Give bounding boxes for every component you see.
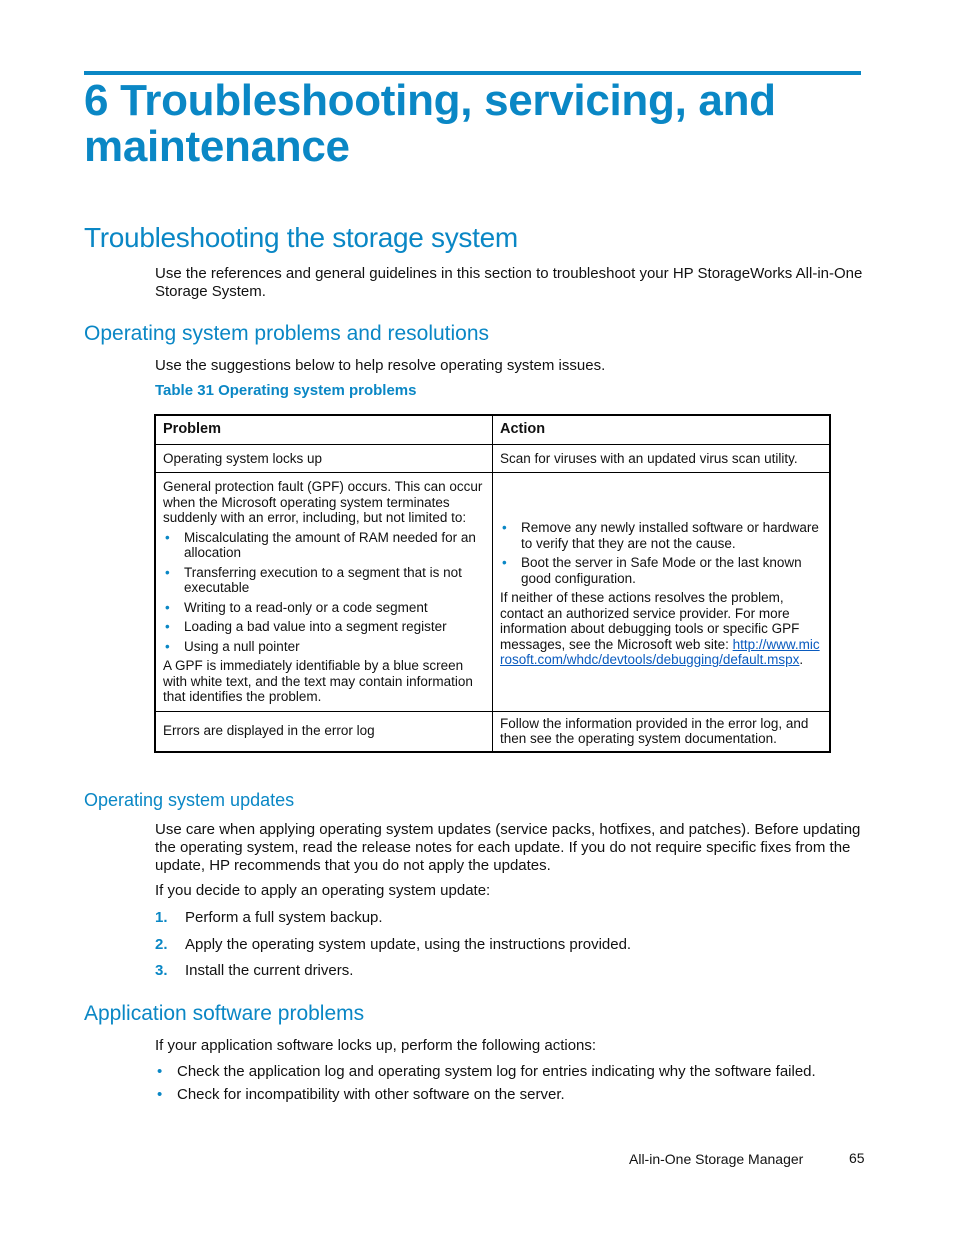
os-problems-table — [154, 414, 831, 753]
list-item: • Check for incompatibility with other software on the server. — [157, 1085, 565, 1103]
list-item: 1. Perform a full system backup. — [155, 909, 383, 926]
list-item: 3. Install the current drivers. — [155, 962, 354, 979]
chapter-rule — [84, 71, 861, 75]
list-item: • Using a null pointer — [165, 638, 300, 654]
bullet-icon: • — [157, 1085, 163, 1103]
app-actions-list — [155, 1063, 816, 1108]
step-number: 3. — [155, 962, 168, 979]
bullet-icon: • — [502, 555, 507, 570]
microsoft-debugging-link[interactable]: http://www.microsoft.com/whdc/devtools/debugging/default.mspx — [500, 636, 820, 667]
gpf-action-text: If neither of these actions resolves the problem, contact an authorized service provider. For more information about debugging tools or specific GPF messages, see the Microsoft web site: http://www.microsoft.com/whdc/devtools/debugging/default.mspx. — [500, 590, 820, 667]
list-item: • Check the application log and operating system log for entries indicating why the software failed. — [157, 1063, 816, 1080]
header-problem: Problem — [155, 415, 493, 445]
table-header-row — [155, 415, 830, 445]
bullet-icon: • — [165, 529, 170, 545]
section-intro: Use the references and general guidelines in this section to troubleshoot your HP StorageWorks All-in-One Storage System. — [155, 265, 863, 300]
list-item: 2. Apply the operating system update, using the instructions provided. — [155, 935, 632, 953]
bullet-icon: • — [165, 619, 170, 634]
os-updates-para: Use care when applying operating system updates (service packs, hotfixes, and patches). Before updating the operating system, read the release notes for each update. If you do not require specific fixes from the update, HP recommends that you do not apply the updates. — [155, 821, 861, 874]
chapter-title: 6 Troubleshooting, servicing, and maintenance — [84, 76, 776, 171]
os-problems-heading: Operating system problems and resolutions — [84, 322, 490, 345]
list-item: • Boot the server in Safe Mode or the last known good configuration. — [502, 555, 802, 586]
section-title: Troubleshooting the storage system — [84, 222, 518, 253]
action-cell — [493, 473, 831, 712]
list-item: • Miscalculating the amount of RAM needed for an allocation — [165, 529, 476, 560]
header-action: Action — [493, 415, 831, 445]
update-steps-list — [155, 909, 631, 989]
list-item: • Writing to a read-only or a code segment — [165, 599, 428, 615]
problem-cell: Errors are displayed in the error log — [155, 711, 493, 752]
app-problems-intro: If your application software locks up, perform the following actions: — [155, 1037, 597, 1054]
step-number: 2. — [155, 935, 168, 953]
footer-product: All-in-One Storage Manager — [629, 1151, 804, 1167]
gpf-outro: A GPF is immediately identifiable by a blue screen with white text, and the text may contain information that identifies the problem. — [163, 658, 473, 704]
list-item: • Transferring execution to a segment that is not executable — [165, 564, 462, 595]
problem-cell — [155, 473, 493, 712]
table-row — [155, 711, 830, 752]
table-row — [155, 473, 830, 712]
list-item: • Remove any newly installed software or hardware to verify that they are not the cause. — [502, 520, 819, 551]
bullet-icon: • — [165, 638, 170, 654]
gpf-actions-list — [500, 520, 822, 586]
table-caption: Table 31 Operating system problems — [155, 382, 417, 399]
table-row — [155, 445, 830, 473]
list-item: • Loading a bad value into a segment register — [165, 619, 447, 634]
action-cell: Follow the information provided in the error log, and then see the operating system documentation. — [493, 711, 831, 752]
bullet-icon: • — [157, 1063, 163, 1080]
app-problems-heading: Application software problems — [84, 1002, 365, 1025]
os-updates-heading: Operating system updates — [84, 790, 295, 810]
bullet-icon: • — [502, 520, 507, 535]
gpf-causes-list — [163, 530, 485, 655]
page-number: 65 — [849, 1150, 865, 1166]
gpf-intro: General protection fault (GPF) occurs. This can occur when the Microsoft operating system terminates suddenly with an error, including, but not limited to: — [163, 479, 483, 525]
step-number: 1. — [155, 909, 168, 926]
os-problems-intro: Use the suggestions below to help resolve operating system issues. — [155, 357, 606, 374]
problem-cell: Operating system locks up — [155, 445, 493, 473]
os-updates-lead: If you decide to apply an operating system update: — [155, 882, 491, 899]
action-cell: Scan for viruses with an updated virus scan utility. — [493, 445, 831, 473]
bullet-icon: • — [165, 564, 170, 580]
bullet-icon: • — [165, 599, 170, 615]
